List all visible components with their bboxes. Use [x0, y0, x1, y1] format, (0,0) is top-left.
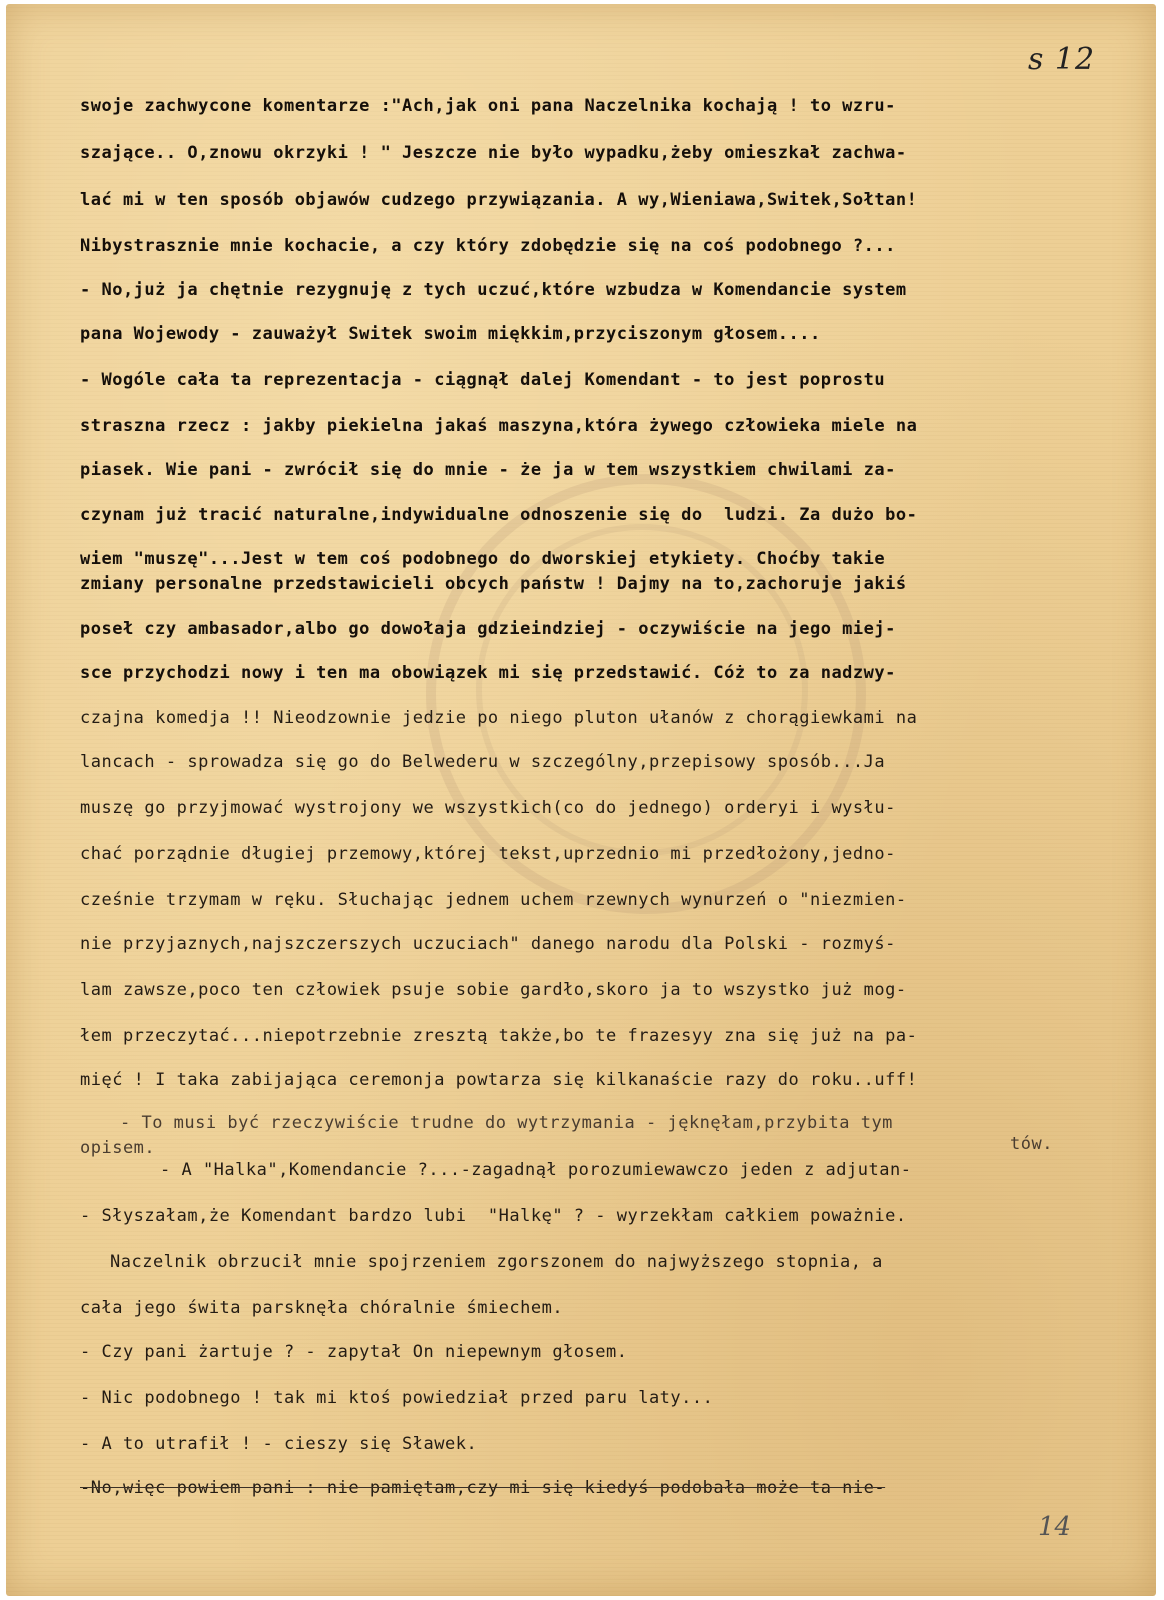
text-line-32: - Nic podobnego ! tak mi ktoś powiedział przed paru laty...	[80, 1388, 714, 1408]
text-line-20: nie przyjaznych,najszczerszych uczuciach" danego narodu dla Polski - rozmyś-	[80, 934, 896, 954]
text-line-21: lam zawsze,poco ten człowiek psuje sobie gardło,skoro ja to wszystko już mog-	[80, 980, 907, 1000]
archive-page-number: 14	[1038, 1512, 1072, 1542]
text-line-8: straszna rzecz : jakby piekielna jakaś maszyna,która żywego człowieka miele na	[80, 416, 918, 436]
text-line-24: - To musi być rzeczywiście trudne do wytrzymania - jęknęłam,przybita tym	[120, 1113, 893, 1133]
text-line-2: szające.. O,znowu okrzyki ! " Jeszcze nie było wypadku,żeby omieszkał zachwa-	[80, 143, 907, 163]
text-line-3: lać mi w ten sposób objawów cudzego przywiązania. A wy,Wieniawa,Switek,Sołtan!	[80, 190, 918, 210]
text-line-31: - Czy pani żartuje ? - zapytał On niepewnym głosem.	[80, 1342, 628, 1362]
text-line-7: - Wogóle cała ta reprezentacja - ciągnął dalej Komendant - to jest poprostu	[80, 370, 886, 390]
text-line-26: tów.	[1010, 1134, 1053, 1154]
text-line-30: cała jego świta parsknęła chóralnie śmiechem.	[80, 1298, 564, 1318]
text-line-4: Nibystrasznie mnie kochacie, a czy który zdobędzie się na coś podobnego ?...	[80, 236, 896, 256]
text-line-18: chać porządnie długiej przemowy,której tekst,uprzednio mi przedłożony,jedno-	[80, 844, 896, 864]
text-line-14: sce przychodzi nowy i ten ma obowiązek mi się przedstawić. Cóż to za nadzwy-	[80, 663, 896, 683]
text-line-6: pana Wojewody - zauważył Switek swoim miękkim,przyciszonym głosem....	[80, 324, 821, 344]
text-line-27: - A "Halka",Komendancie ?...-zagadnął porozumiewawczo jeden z adjutan-	[160, 1160, 912, 1180]
text-line-11: wiem "muszę"...Jest w tem coś podobnego do dworskiej etykiety. Choćby takie	[80, 549, 886, 569]
text-line-16: lancach - sprowadza się go do Belwederu w szczególny,przepisowy sposób...Ja	[80, 752, 886, 772]
text-line-28: - Słyszałam,że Komendant bardzo lubi "Halkę" ? - wyrzekłam całkiem poważnie.	[80, 1206, 907, 1226]
text-line-9: piasek. Wie pani - zwrócił się do mnie - że ja w tem wszystkiem chwilami za-	[80, 460, 896, 480]
text-line-1: swoje zachwycone komentarze :"Ach,jak oni pana Naczelnika kochają ! to wzru-	[80, 96, 896, 116]
text-line-22: łem przeczytać...niepotrzebnie zresztą także,bo te frazesyy zna się już na pa-	[80, 1026, 918, 1046]
handwritten-page-number: s 12	[1028, 42, 1096, 77]
text-line-10: czynam już tracić naturalne,indywidualne odnoszenie się do ludzi. Za dużo bo-	[80, 505, 918, 525]
text-line-12: zmiany personalne przedstawicieli obcych państw ! Dajmy na to,zachoruje jakiś	[80, 574, 907, 594]
text-line-15: czajna komedja !! Nieodzownie jedzie po niego pluton ułanów z chorągiewkami na	[80, 708, 918, 728]
text-line-19: cześnie trzymam w ręku. Słuchając jednem uchem rzewnych wynurzeń o "niezmien-	[80, 890, 907, 910]
text-line-23: mięć ! I taka zabijająca ceremonja powtarza się kilkanaście razy do roku..uff!	[80, 1070, 918, 1090]
text-line-5: - No,już ja chętnie rezygnuję z tych uczuć,które wzbudza w Komendancie system	[80, 280, 907, 300]
text-line-13: poseł czy ambasador,albo go dowołaja gdzieindziej - oczywiście na jego miej-	[80, 619, 896, 639]
text-line-17: muszę go przyjmować wystrojony we wszystkich(co do jednego) orderyi i wysłu-	[80, 798, 896, 818]
text-line-34-struck: -No,więc powiem pani : nie pamiętam,czy mi się kiedyś podobała może ta nie-	[80, 1478, 886, 1498]
text-line-33: - A to utrafił ! - cieszy się Sławek.	[80, 1434, 478, 1454]
text-line-25: opisem.	[80, 1138, 156, 1158]
text-line-29: Naczelnik obrzucił mnie spojrzeniem zgorszonem do najwyższego stopnia, a	[110, 1252, 883, 1272]
